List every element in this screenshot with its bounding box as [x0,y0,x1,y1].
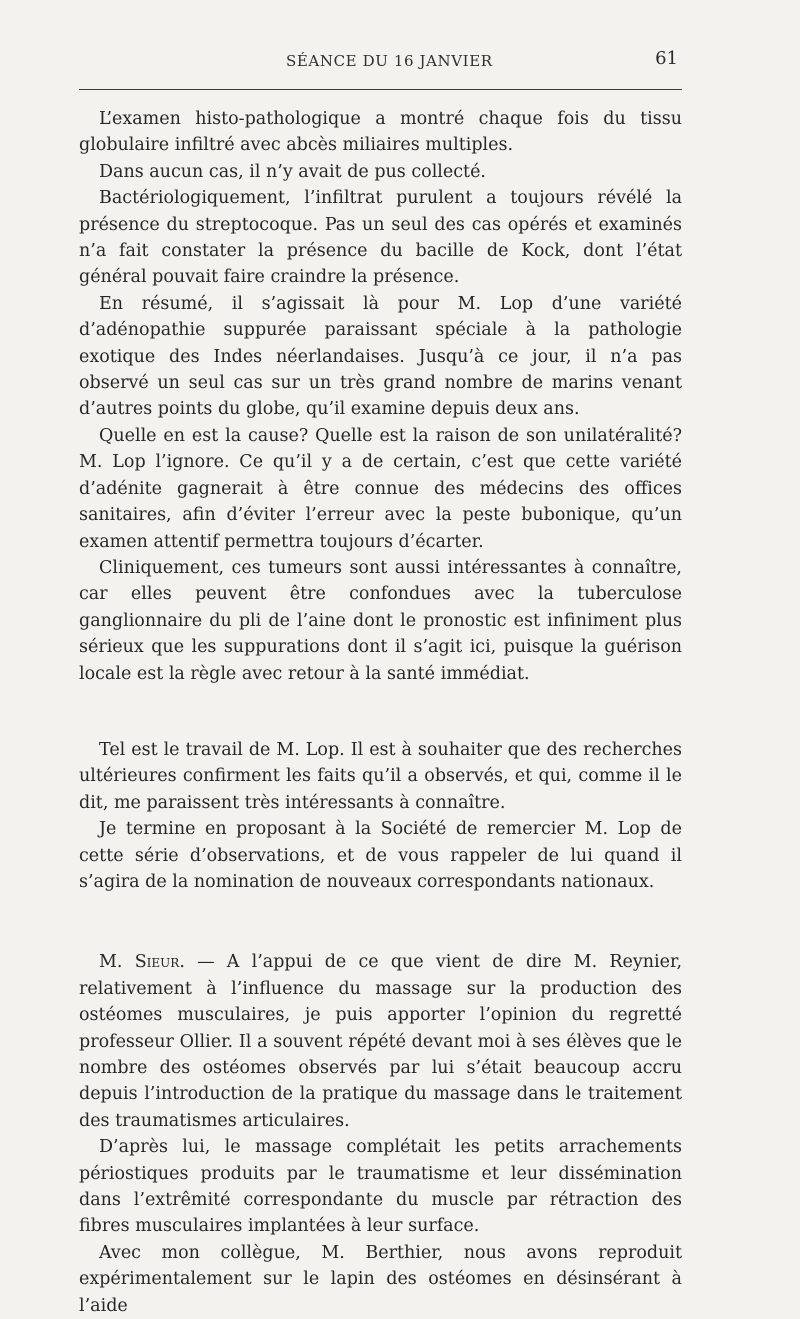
section-sieur-remarks [79,949,682,1319]
paragraph: Dans aucun cas, il n’y avait de pus collecté. [99,161,486,182]
paragraph [79,949,682,1134]
paragraph: D’après lui, le massage complétait les petits arrachements périostiques produits par le traumatisme et leur dissémination dans l’extrêmité correspondante du muscle par rétraction des fibres musculaires implantées à leur surface. [79,1137,682,1237]
section-spacer [79,687,682,737]
page-header [0,46,800,74]
running-head: SÉANCE DU 16 JANVIER [286,52,493,70]
header-rule [79,89,682,90]
paragraph: Quelle en est la cause? Quelle est la raison de son unilatéralité? M. Lop l’ignore. Ce qu’il y a de certain, c’est que cette variété d’adénite gagnerait à être connue des médecins des offices sanitaires, afin d’éviter l’erreur avec la peste bubonique, qu’un examen attentif permettra toujours d’écarter. [79,425,682,552]
paragraph: Cliniquement, ces tumeurs sont aussi intéressantes à connaître, car elles peuvent être confondues avec la tuberculose ganglionnaire du pli de l’aine dont le pronostic est infiniment plus sérieux que les suppurations dont il s’agit ici, puisque la guérison locale est la règle avec retour à la santé immédiat. [79,557,682,684]
paragraph: Bactériologiquement, l’infiltrat purulent a toujours révélé la présence du streptocoque. Pas un seul des cas opérés et examinés n’a fait constater la présence du bacille de Kock, dont l’état général pouvait faire craindre la présence. [79,188,682,288]
section-conclusion [79,737,682,895]
paragraph-text: . — A l’appui de ce que vient de dire M. Reynier, relativement à l’influence du massage sur la production des ostéomes musculaires, je puis apporter l’opinion du regretté professeur Ollier. Il a souvent répété devant moi à ses élèves que le nombre des ostéomes observés par lui s’était beaucoup accru depuis l’introduction de la pratique du massage dans le traitement des traumatismes articulaires. [79,952,683,1131]
body-text [79,106,682,1319]
paragraph: L’examen histo-pathologique a montré chaque fois du tissu globulaire infiltré avec abcès miliaires multiples. [79,109,682,156]
speaker-prefix: M. [99,952,135,973]
page-number: 61 [655,48,678,69]
section-lop-report [79,106,682,687]
paragraph: Je termine en proposant à la Société de remercier M. Lop de cette série d’observations, et de vous rappeler de lui quand il s’agira de la nomination de nouveaux correspondants nationaux. [79,819,682,892]
section-spacer [79,895,682,949]
paragraph: En résumé, il s’agissait là pour M. Lop d’une variété d’adénopathie suppurée paraissant spéciale à la pathologie exotique des Indes néerlandaises. Jusqu’à ce jour, il n’a pas observé un seul cas sur un très grand nombre de marins venant d’autres points du globe, qu’il examine depuis deux ans. [79,293,682,420]
paragraph: Tel est le travail de M. Lop. Il est à souhaiter que des recherches ultérieures confirment les faits qu’il a observés, et qui, comme il le dit, me paraissent très intéressants à connaître. [79,739,682,813]
paragraph: Avec mon collègue, M. Berthier, nous avons reproduit expérimentalement sur le lapin des ostéomes en désinsérant à l’aide [79,1242,682,1316]
speaker-name: Sieur [134,952,180,973]
